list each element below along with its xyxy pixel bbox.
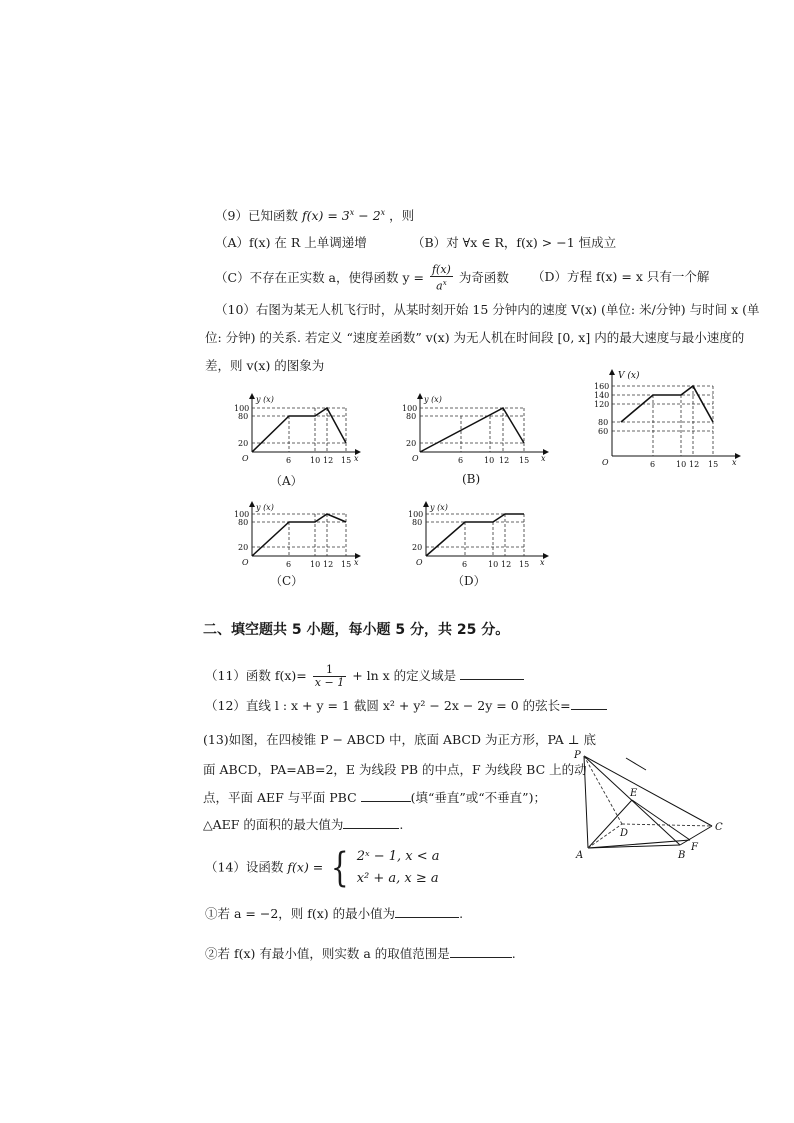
b-guides <box>420 408 524 452</box>
d-tick-20: 20 <box>412 543 423 552</box>
q14-text: （14）设函数 <box>205 859 284 875</box>
q10-line2: 位: 分钟) 的关系. 若定义 “速度差函数” v(x) 为无人机在时间段 [0, x] 内的最大速度与最小速度的 <box>205 330 745 345</box>
c-y-label: y (x) <box>256 503 274 512</box>
q11 <box>205 662 524 690</box>
graph-main-vx <box>592 366 742 474</box>
q9-option-c-end: 为奇函数 <box>458 269 509 285</box>
a-tick-x12: 12 <box>323 456 334 465</box>
a-curve <box>252 408 346 452</box>
main-tick-x10: 10 <box>676 460 687 469</box>
q9-fraction-numerator: f(x) <box>431 263 451 276</box>
a-tick-x10: 10 <box>310 456 321 465</box>
q14 <box>205 846 440 890</box>
b-tick-x12: 12 <box>499 456 510 465</box>
q13-line3 <box>203 789 546 807</box>
q12-text: （12）直线 l : x + y = 1 截圆 x² + y² − 2x − 2y = 0 的弦长= <box>205 698 571 713</box>
label-c: C <box>715 822 723 833</box>
d-guides <box>426 514 524 556</box>
q14-sub1 <box>205 905 463 923</box>
d-tick-x6: 6 <box>462 560 468 569</box>
b-tick-20: 20 <box>406 439 417 448</box>
q11-numerator: 1 <box>313 664 346 677</box>
b-tick-100: 100 <box>402 404 418 413</box>
q9-stem-text: （9）已知函数 <box>215 208 298 224</box>
d-tick-80: 80 <box>412 518 423 527</box>
q13-line3-text: 点，平面 AEF 与平面 PBC <box>203 790 357 805</box>
d-x-label: x <box>540 558 545 567</box>
q9-option-d-text: 方程 f(x) = x 只有一个解 <box>567 269 710 284</box>
q14-sub1-end: . <box>459 906 464 921</box>
d-origin: O <box>416 558 423 567</box>
q14-sub2-end: . <box>511 946 516 961</box>
caption-a: （A） <box>270 474 303 488</box>
b-y-label: y (x) <box>424 395 442 404</box>
main-tick-160: 160 <box>594 382 610 391</box>
c-tick-x10: 10 <box>310 560 321 569</box>
main-x-label: x <box>732 458 737 467</box>
label-b: B <box>678 850 686 861</box>
main-tick-x6: 6 <box>650 460 656 469</box>
q13-line1: (13)如图，在四棱锥 P − ABCD 中，底面 ABCD 为正方形，PA ⊥ 底 <box>203 732 596 747</box>
q9-exp1: x <box>349 208 355 217</box>
q9-option-b-label: （B） <box>412 235 447 250</box>
c-tick-x6: 6 <box>286 560 292 569</box>
d-tick-x15: 15 <box>519 560 530 569</box>
main-y-label: V (x) <box>618 371 640 381</box>
q9-option-c-text: 不存在正实数 a，使得函数 y = <box>249 269 424 285</box>
c-curve <box>252 514 346 556</box>
q14-sub1-text: ①若 a = −2，则 f(x) 的最小值为 <box>205 906 396 921</box>
b-tick-x15: 15 <box>519 456 530 465</box>
q9-function-def: f(x) = 3 <box>301 208 350 224</box>
q9-den-base: a <box>436 279 443 293</box>
q9-option-a-text: f(x) 在 R 上单调递增 <box>249 235 367 250</box>
caption-b: (B) <box>462 472 481 486</box>
a-origin: O <box>242 454 249 463</box>
b-curve <box>420 408 524 452</box>
q11-fraction <box>313 664 346 689</box>
q9-option-b <box>412 234 616 252</box>
a-tick-x6: 6 <box>286 456 292 465</box>
q9-option-a <box>215 234 367 252</box>
a-tick-100: 100 <box>234 404 250 413</box>
q14-sub2-text: ②若 f(x) 有最小值，则实数 a 的取值范围是 <box>205 946 450 961</box>
c-x-label: x <box>354 558 359 567</box>
q14-function-name: f(x) = <box>287 859 324 875</box>
q14-cases <box>357 846 440 890</box>
q14-case-2: x² + a, x ≥ a <box>356 871 439 886</box>
q9-stem <box>215 204 414 225</box>
q9-option-a-label: （A） <box>215 235 250 250</box>
q14-answer-blank-2[interactable] <box>450 945 512 958</box>
main-tick-x12: 12 <box>689 460 700 469</box>
edge-ad <box>588 824 622 848</box>
label-a: A <box>576 850 584 861</box>
main-guides <box>612 386 713 456</box>
q9-option-c <box>215 264 509 293</box>
q9-fraction-denominator <box>430 277 453 293</box>
d-tick-x12: 12 <box>501 560 512 569</box>
q9-option-c-label: （C） <box>215 269 250 285</box>
d-curve <box>426 514 524 556</box>
q11-answer-blank[interactable] <box>460 667 524 680</box>
c-guides <box>252 514 346 556</box>
q9-option-d <box>532 268 709 286</box>
caption-d: （D） <box>452 574 486 588</box>
q9-den-exp: x <box>442 279 447 287</box>
pyramid-figure <box>570 748 730 866</box>
q12 <box>205 697 607 715</box>
b-origin: O <box>412 454 419 463</box>
graph-option-c <box>232 500 362 574</box>
q9-option-c-fraction <box>430 264 453 293</box>
q14-answer-blank-1[interactable] <box>395 905 459 918</box>
q9-function-mid: − 2 <box>354 208 381 224</box>
label-e: E <box>630 788 638 799</box>
q9-stem-end: ，则 <box>389 208 415 224</box>
b-tick-80: 80 <box>406 412 417 421</box>
main-tick-80: 80 <box>598 418 609 427</box>
q14-case-1: 2ˣ − 1, x < a <box>356 849 440 864</box>
q13-line4-text: △AEF 的面积的最大值为 <box>203 817 344 832</box>
q9-option-b-text: 对 ∀x ∈ R，f(x) > −1 恒成立 <box>446 235 617 250</box>
q12-answer-blank[interactable] <box>571 697 607 710</box>
d-y-label: y (x) <box>430 503 448 512</box>
graph-option-a <box>232 392 362 466</box>
q11-denominator: x − 1 <box>314 676 345 689</box>
main-tick-60: 60 <box>598 427 609 436</box>
a-x-label: x <box>354 454 359 463</box>
label-f: F <box>691 842 698 853</box>
c-tick-100: 100 <box>234 510 250 519</box>
q14-sub2 <box>205 945 516 963</box>
main-tick-140: 140 <box>594 391 610 400</box>
q13-line3-hint: (填“垂直”或“不垂直”)； <box>410 790 546 805</box>
q13-line4-end: . <box>399 817 404 832</box>
q13-line2: 面 ABCD，PA=AB=2，E 为线段 PB 的中点，F 为线段 BC 上的动 <box>203 762 587 777</box>
a-guides <box>252 408 346 452</box>
q14-brace: { <box>331 845 349 891</box>
main-tick-120: 120 <box>594 400 610 409</box>
q11-text-end: + ln x 的定义域是 <box>352 668 457 683</box>
edge-ef <box>632 800 690 840</box>
a-tick-80: 80 <box>238 412 249 421</box>
d-tick-100: 100 <box>408 510 424 519</box>
a-y-label: y (x) <box>256 395 274 404</box>
q11-text: （11）函数 f(x)= <box>205 668 307 683</box>
label-p: P <box>574 750 581 761</box>
a-tick-x15: 15 <box>341 456 352 465</box>
label-d: D <box>620 828 629 839</box>
b-x-label: x <box>541 454 546 463</box>
c-origin: O <box>242 558 249 567</box>
c-tick-x15: 15 <box>341 560 352 569</box>
caption-c: （C） <box>270 574 304 588</box>
section-heading: 二、填空题共 5 小题，每小题 5 分，共 25 分。 <box>203 622 510 638</box>
d-tick-x10: 10 <box>488 560 499 569</box>
q9-option-d-label: （D） <box>532 269 568 284</box>
a-tick-20: 20 <box>238 439 249 448</box>
b-tick-x10: 10 <box>484 456 495 465</box>
c-tick-80: 80 <box>238 518 249 527</box>
b-tick-x6: 6 <box>458 456 464 465</box>
q13-line4 <box>203 816 403 834</box>
c-tick-20: 20 <box>238 543 249 552</box>
q9-exp2: x <box>380 208 386 217</box>
q10-line1: （10）右图为某无人机飞行时，从某时刻开始 15 分钟内的速度 V(x) (单位: 米/分钟) 与时间 x (单 <box>215 302 760 317</box>
main-origin: O <box>602 458 609 467</box>
edge-ae <box>588 800 632 848</box>
graph-option-d <box>410 500 550 574</box>
q13-answer-blank-1[interactable] <box>361 789 411 802</box>
c-tick-x12: 12 <box>323 560 334 569</box>
edge-pa <box>584 756 588 848</box>
q13-answer-blank-2[interactable] <box>343 816 399 829</box>
edge-pd-stub <box>626 758 646 770</box>
main-tick-x15: 15 <box>708 460 719 469</box>
q10-line3: 差，则 v(x) 的图象为 <box>205 358 325 373</box>
graph-option-b <box>402 392 550 466</box>
